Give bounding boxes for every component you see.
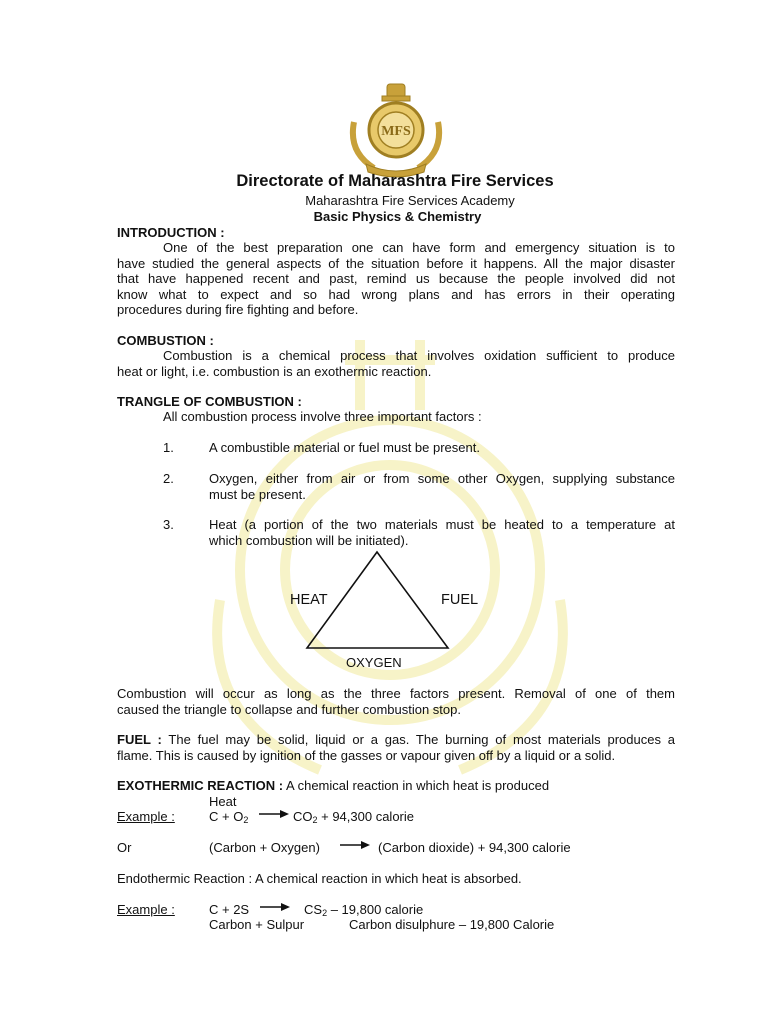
mfs-emblem-logo: [340, 82, 452, 178]
intro-line: One of the best preparation one can have form and emergency situation is to: [163, 240, 675, 255]
exo-words-lhs: (Carbon + Oxygen): [209, 840, 320, 855]
or-label: Or: [117, 840, 132, 855]
list-item-text: [209, 517, 675, 548]
triangle-label-fuel: FUEL: [441, 592, 479, 608]
example-label: Example :: [117, 902, 175, 917]
list-item-line: Oxygen, either from air or from some other Oxygen, supplying substance: [209, 471, 675, 486]
page-title: Directorate of Maharashtra Fire Services: [236, 172, 554, 190]
academy-name: Maharashtra Fire Services Academy: [305, 193, 515, 208]
list-item-text: A combustible material or fuel must be present.: [209, 440, 480, 455]
triangle-label-oxygen: OXYGEN: [346, 655, 402, 670]
heat-word: Heat: [209, 794, 237, 809]
collapse-line: caused the triangle to collapse and further combustion stop.: [117, 701, 461, 717]
list-item-line: Heat (a portion of the two materials must be heated to a temperature at: [209, 517, 675, 532]
endothermic-definition: Endothermic Reaction : A chemical reaction in which heat is absorbed.: [117, 871, 522, 886]
reaction-arrow-icon: [260, 902, 290, 912]
exo-rhs-sub: 2: [312, 815, 318, 825]
example-label: Example :: [117, 809, 175, 824]
exothermic-label: EXOTHERMIC REACTION :: [117, 778, 284, 793]
endo-words-lhs: Carbon + Sulpur: [209, 917, 305, 932]
exo-equation-rhs: [293, 809, 414, 824]
fuel-label: FUEL :: [117, 732, 162, 747]
exothermic-definition: [117, 778, 549, 793]
triangle-label-heat: HEAT: [290, 592, 328, 608]
course-title: Basic Physics & Chemistry: [313, 209, 482, 224]
combustion-heading: COMBUSTION :: [117, 333, 214, 348]
fire-triangle-shape: [307, 552, 448, 648]
list-item-number: 3.: [163, 517, 174, 532]
list-item-text: [209, 471, 675, 502]
triangle-intro: All combustion process involve three important factors :: [163, 409, 482, 424]
combustion-line: Combustion is a chemical process that involves oxidation sufficient to produce: [163, 348, 675, 363]
exo-rhs-energy: + 94,300 calorie: [317, 809, 414, 824]
endo-rhs-sub: 2: [322, 908, 328, 918]
list-item-line: which combustion will be initiated).: [209, 532, 409, 548]
emblem-text: MFS: [381, 124, 411, 139]
endo-equation-lhs: C + 2S: [209, 902, 250, 917]
intro-paragraph: [117, 240, 675, 318]
endo-rhs-energy: – 19,800 calorie: [327, 902, 424, 917]
reaction-arrow-icon: [340, 840, 370, 850]
collapse-paragraph: [117, 686, 675, 717]
endo-equation-rhs: [304, 902, 423, 917]
combustion-line: heat or light, i.e. combustion is an exothermic reaction.: [117, 363, 432, 379]
exo-equation-lhs: [209, 809, 248, 824]
reaction-arrow-icon: [259, 809, 289, 819]
triangle-heading: TRANGLE OF COMBUSTION :: [117, 394, 302, 409]
endo-words-rhs: Carbon disulphure – 19,800 Calorie: [349, 917, 555, 932]
intro-line: have studied the general aspects of the situation before it happens. All the major disaster: [117, 255, 675, 271]
list-item-number: 1.: [163, 440, 174, 455]
fuel-line: The fuel may be solid, liquid or a gas. The burning of most materials produces a: [161, 732, 675, 747]
exo-words-rhs: (Carbon dioxide) + 94,300 calorie: [378, 840, 571, 855]
fuel-line: flame. This is caused by ignition of the gasses or vapour given off by a liquid or a solid.: [117, 747, 616, 763]
fuel-paragraph: [117, 732, 675, 763]
combustion-paragraph: [117, 348, 675, 379]
intro-line: procedures during fire fighting and before.: [117, 302, 359, 317]
collapse-line: Combustion will occur as long as the three factors present. Removal of one of them: [117, 686, 675, 701]
intro-line: that have happened recent and past, remind us because the people involved did not: [117, 271, 675, 286]
exothermic-text: A chemical reaction in which heat is produced: [283, 778, 550, 793]
intro-heading: INTRODUCTION :: [117, 225, 225, 240]
list-item-line: must be present.: [209, 486, 306, 502]
exo-lhs-sub: 2: [243, 815, 249, 825]
list-item-number: 2.: [163, 471, 174, 486]
exo-rhs-text: CO: [293, 809, 313, 824]
intro-line: know what to expect and so had wrong plans and has errors in their operating: [117, 286, 675, 302]
endo-rhs-text: CS: [304, 902, 323, 917]
exo-lhs-text: C + O: [209, 809, 244, 824]
